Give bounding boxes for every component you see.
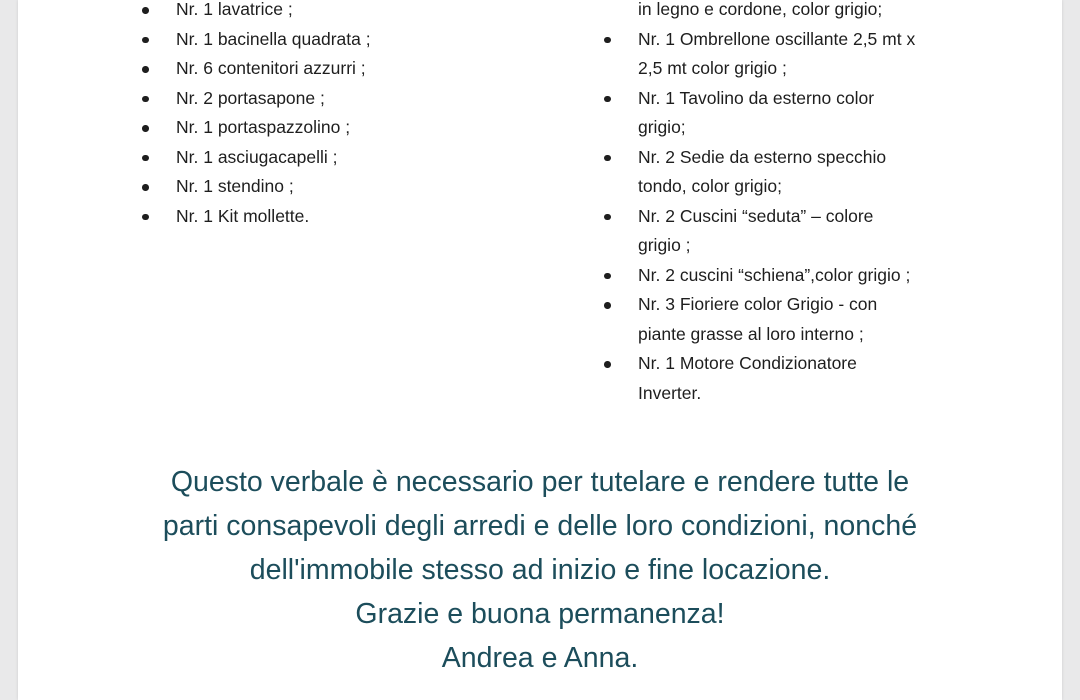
- closing-line: Questo verbale è necessario per tutelare e rendere tutte le: [170, 466, 910, 498]
- list-item: [600, 261, 1020, 291]
- list-item-continuation: in legno e cordone, color grigio;: [638, 0, 883, 19]
- list-item: [600, 143, 1020, 202]
- list-item: Nr. 1 portaspazzolino ;: [138, 113, 538, 143]
- list-item-line: Nr. 3 Fioriere color Grigio - con: [638, 294, 878, 314]
- closing-message: [18, 460, 1062, 680]
- list-item: [600, 349, 1020, 408]
- list-item-line: 2,5 mt color grigio ;: [638, 58, 787, 78]
- list-item-line: Inverter.: [638, 382, 702, 403]
- list-item-line: Nr. 2 cuscini “schiena”,color grigio ;: [638, 264, 911, 285]
- closing-signature: Andrea e Anna.: [441, 642, 639, 674]
- list-item: Nr. 1 Kit mollette.: [138, 202, 538, 232]
- list-item-line: grigio;: [638, 117, 686, 137]
- list-item: Nr. 2 portasapone ;: [138, 84, 538, 114]
- closing-line: parti consapevoli degli arredi e delle loro condizioni, nonché: [162, 510, 918, 542]
- list-item: Nr. 1 bacinella quadrata ;: [138, 25, 538, 55]
- list-item: [600, 84, 1020, 143]
- list-item-line: Nr. 1 Motore Condizionatore: [638, 353, 857, 373]
- list-item: [600, 25, 1020, 84]
- list-item: Nr. 6 contenitori azzurri ;: [138, 54, 538, 84]
- list-item-line: tondo, color grigio;: [638, 176, 782, 196]
- right-inventory-list: [600, 0, 1020, 408]
- list-item-line: Nr. 2 Cuscini “seduta” – colore: [638, 205, 874, 226]
- list-item-line: Nr. 1 Tavolino da esterno color: [638, 87, 875, 108]
- list-item: Nr. 1 asciugacapelli ;: [138, 143, 538, 173]
- closing-thanks: Grazie e buona permanenza!: [355, 598, 725, 630]
- list-item-line: grigio ;: [638, 235, 691, 255]
- list-item-line: piante grasse al loro interno ;: [638, 323, 864, 344]
- list-item: Nr. 1 lavatrice ;: [138, 0, 538, 25]
- list-item: [600, 202, 1020, 261]
- list-item: Nr. 1 stendino ;: [138, 172, 538, 202]
- document-page: [18, 0, 1062, 700]
- left-inventory-list: [138, 0, 538, 231]
- list-item-line: Nr. 1 Ombrellone oscillante 2,5 mt x: [638, 28, 916, 49]
- list-item: [600, 290, 1020, 349]
- closing-line: dell'immobile stesso ad inizio e fine locazione.: [249, 554, 831, 586]
- list-item-line: Nr. 2 Sedie da esterno specchio: [638, 146, 887, 167]
